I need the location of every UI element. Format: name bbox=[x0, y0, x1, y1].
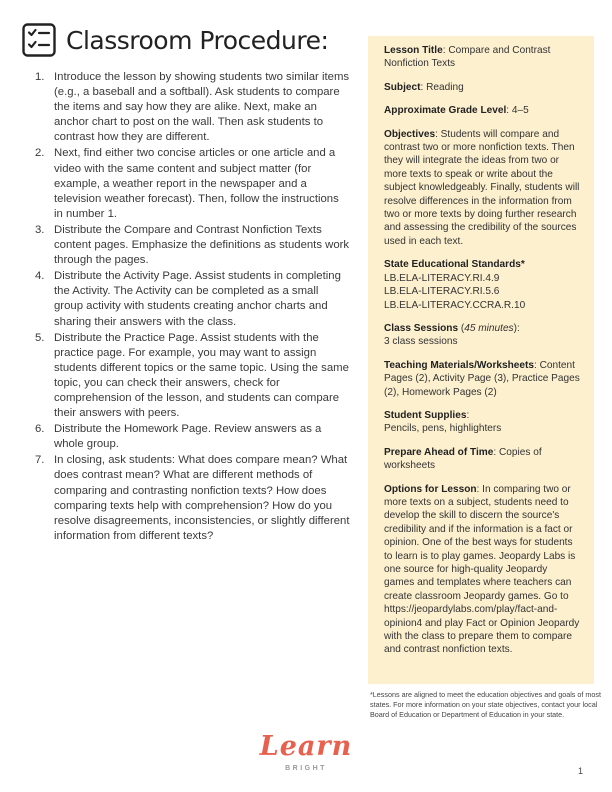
field-value: : Copies of worksheets bbox=[384, 446, 542, 472]
field-value: : Content Pages (2), Activity Page (3), Practice Pages (2), Homework Pages (2) bbox=[384, 359, 580, 398]
page-title: Classroom Procedure: bbox=[66, 25, 329, 55]
field-label: State Educational Standards* bbox=[384, 259, 525, 271]
list-item bbox=[22, 223, 350, 268]
field-value: : 4–5 bbox=[506, 105, 529, 117]
page-number: 1 bbox=[578, 766, 584, 776]
supplies-field bbox=[384, 409, 580, 436]
options-field bbox=[384, 483, 580, 657]
step-text: Distribute the Activity Page. Assist students in completing the Activity. The Activity can be completed as a small group activity with students creating anchor charts and sharing their answers with the class. bbox=[54, 270, 341, 328]
session-duration: 45 minutes bbox=[464, 322, 514, 334]
field-label: Prepare Ahead of Time bbox=[384, 446, 494, 458]
step-number: 5. bbox=[35, 331, 45, 344]
step-text: Next, find either two concise articles or one article and a video with the same content and subject matter (for example, a weather report in the newspaper and a television weather forecast). Then, follow the instructions in number 1. bbox=[54, 147, 339, 220]
prepare-field bbox=[384, 446, 580, 473]
standard-code: LB.ELA-LITERACY.RI.4.9 bbox=[384, 272, 500, 284]
list-item bbox=[22, 70, 350, 145]
field-value: : In comparing two or more texts on a subject, students need to develop the skill to discern the source's credibility and if the information is a fact or opinion. One of the best ways for students to learn is to play games. Jeopardy Labs is one source for high-quality Jeopardy games and templates where teachers can create classroom Jeopardy games. Go to https://jeopardylabs.com/play/fact-and-opinion4 and play Fact or Opinion Jeopardy with the class to prepare them to compare and contrast nonfiction texts. bbox=[384, 483, 580, 656]
field-label: Objectives bbox=[384, 128, 436, 140]
step-number: 2. bbox=[35, 147, 45, 160]
list-item bbox=[22, 269, 350, 329]
field-label: Student Supplies bbox=[384, 409, 467, 421]
field-value: : Students will compare and contrast two or more nonfiction texts. Then they will integrate the ideas from two or more texts to speak or write about the subject knowledgeably. Finally, students will resolve differences in the information from two or more texts by doing further research and assessing the credibility of the sources used in each text. bbox=[384, 128, 580, 247]
step-text: Introduce the lesson by showing students two similar items (e.g., a baseball and a softball). Ask students to compare the items and say how they are alike. Next, make an anchor chart to post on the wall. Then ask students to contrast how they are different. bbox=[54, 71, 350, 144]
field-label: Options for Lesson bbox=[384, 483, 477, 495]
logo-word: Learn bbox=[259, 731, 353, 762]
field-label: Class Sessions bbox=[384, 322, 459, 334]
step-number: 4. bbox=[35, 270, 45, 283]
lesson-sidebar bbox=[368, 36, 594, 684]
logo-subtitle: BRIGHT bbox=[285, 765, 327, 772]
standards-field bbox=[384, 258, 580, 312]
step-number: 6. bbox=[35, 423, 45, 436]
field-punctuation: : bbox=[466, 409, 470, 421]
lesson-title-field bbox=[384, 44, 580, 71]
field-label: Teaching Materials/Worksheets bbox=[384, 359, 534, 371]
step-number: 1. bbox=[35, 71, 45, 83]
procedure-list bbox=[22, 70, 350, 545]
materials-field bbox=[384, 359, 580, 399]
learn-bright-logo bbox=[256, 731, 356, 785]
class-sessions-field bbox=[384, 322, 580, 349]
list-item bbox=[22, 453, 350, 544]
list-item bbox=[22, 422, 350, 452]
step-text: Distribute the Homework Page. Review answers as a whole group. bbox=[54, 423, 322, 451]
standard-code: LB.ELA-LITERACY.CCRA.R.10 bbox=[384, 299, 526, 311]
standard-code: LB.ELA-LITERACY.RI.5.6 bbox=[384, 286, 500, 298]
step-number: 7. bbox=[35, 454, 45, 467]
step-number: 3. bbox=[35, 223, 45, 236]
field-value: : Compare and Contrast Nonfiction Texts bbox=[384, 45, 551, 70]
objectives-field bbox=[384, 128, 580, 249]
page-header bbox=[22, 20, 328, 60]
field-punctuation: ( bbox=[458, 322, 465, 334]
standards-footnote: *Lessons are aligned to meet the education objectives and goals of most states. For more information on your state objectives, contact your local Board of Education or Department of Education in your state. bbox=[370, 690, 601, 719]
list-item bbox=[22, 146, 350, 221]
field-value: Pencils, pens, highlighters bbox=[384, 423, 502, 435]
field-value: : Reading bbox=[420, 81, 464, 93]
field-punctuation: ): bbox=[513, 322, 520, 334]
list-item bbox=[22, 331, 350, 422]
field-label: Subject bbox=[384, 81, 421, 93]
grade-level-field bbox=[384, 104, 580, 117]
step-text: Distribute the Compare and Contrast Nonfiction Texts content pages. Emphasize the definitions as students work through the pages. bbox=[54, 223, 350, 267]
step-text: In closing, ask students: What does compare mean? What does contrast mean? What are different methods of comparing and contrasting nonfiction texts? How does comparing texts help with comprehension? How do you resolve disagreements, inconsistencies, or slightly different information from different texts? bbox=[54, 454, 350, 542]
field-label: Approximate Grade Level bbox=[384, 105, 507, 117]
field-value: 3 class sessions bbox=[384, 336, 458, 348]
checklist-icon bbox=[22, 23, 56, 57]
field-label: Lesson Title bbox=[384, 45, 443, 56]
subject-field bbox=[384, 81, 580, 94]
step-text: Distribute the Practice Page. Assist students with the practice page. For example, you may want to assign students different topics or the same topic. Using the same topic, you can check their answers, check for comprehension of the lesson, and students can compare their answers with peers. bbox=[54, 331, 349, 420]
